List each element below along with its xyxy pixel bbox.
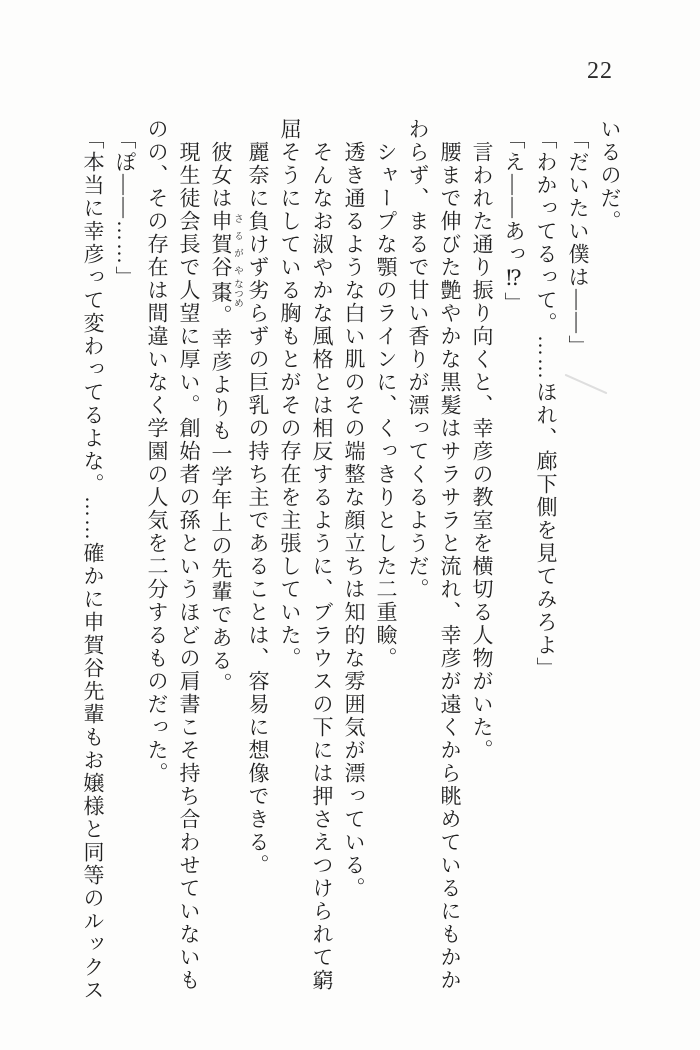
ruby-base: 棗	[209, 279, 233, 308]
text-line: 「え――あっ⁉」	[502, 128, 526, 315]
text-line: わらず、まるで甘い香りが漂ってくるようだ。	[406, 118, 430, 601]
text-line: 「本当に幸彦って変わってるよな。……確かに申賀谷先輩もお嬢様と同等のルックス	[81, 128, 105, 1002]
text-line: 腰まで伸びた艶やかな黒髪はサラサラと流れ、幸彦が遠くから眺めているにもかか	[438, 141, 462, 992]
text-line-with-ruby	[205, 118, 242, 1018]
text-line: 「ぽ――……」	[113, 128, 137, 289]
text-line: 屈そうにしている胸もとがその存在を主張していた。	[278, 118, 302, 670]
ruby-furigana: さるがや	[232, 210, 242, 279]
ruby-furigana: なつめ	[232, 279, 242, 308]
character-name-ruby	[209, 210, 242, 308]
text-line: のの、その存在は間違いなく学園の人気を二分するものだった。	[145, 118, 169, 785]
page-number: 22	[587, 58, 613, 84]
novel-text-block	[74, 118, 626, 1018]
text-line: 現生徒会長で人望に厚い。創始者の孫というほどの肩書こそ持ち合わせていないも	[177, 141, 201, 992]
text-line: 言われた通り振り向くと、幸彦の教室を横切る人物がいた。	[470, 141, 494, 762]
ruby-pre-text: 彼女は	[209, 141, 233, 210]
text-line: 「だいたい僕は――」	[566, 128, 590, 358]
text-line: いるのだ。	[598, 118, 622, 233]
text-line: 麗奈に負けず劣らずの巨乳の持ち主であることは、容易に想像できる。	[246, 141, 270, 877]
text-line: シャープな顎のラインに、くっきりとした二重瞼。	[374, 141, 398, 670]
text-line: そんなお淑やかな風格とは相反するように、ブラウスの下には押さえつけられて窮	[310, 141, 334, 992]
text-line: 「わかってるって。……ほれ、廊下側を見てみろよ」	[534, 128, 558, 680]
ruby-base: 申賀谷	[209, 210, 233, 279]
text-line: 透き通るような白い肌のその端整な顔立ちは知的な雰囲気が漂っている。	[342, 141, 366, 900]
ruby-post-text: 。幸彦よりも一学年上の先輩である。	[209, 304, 233, 696]
